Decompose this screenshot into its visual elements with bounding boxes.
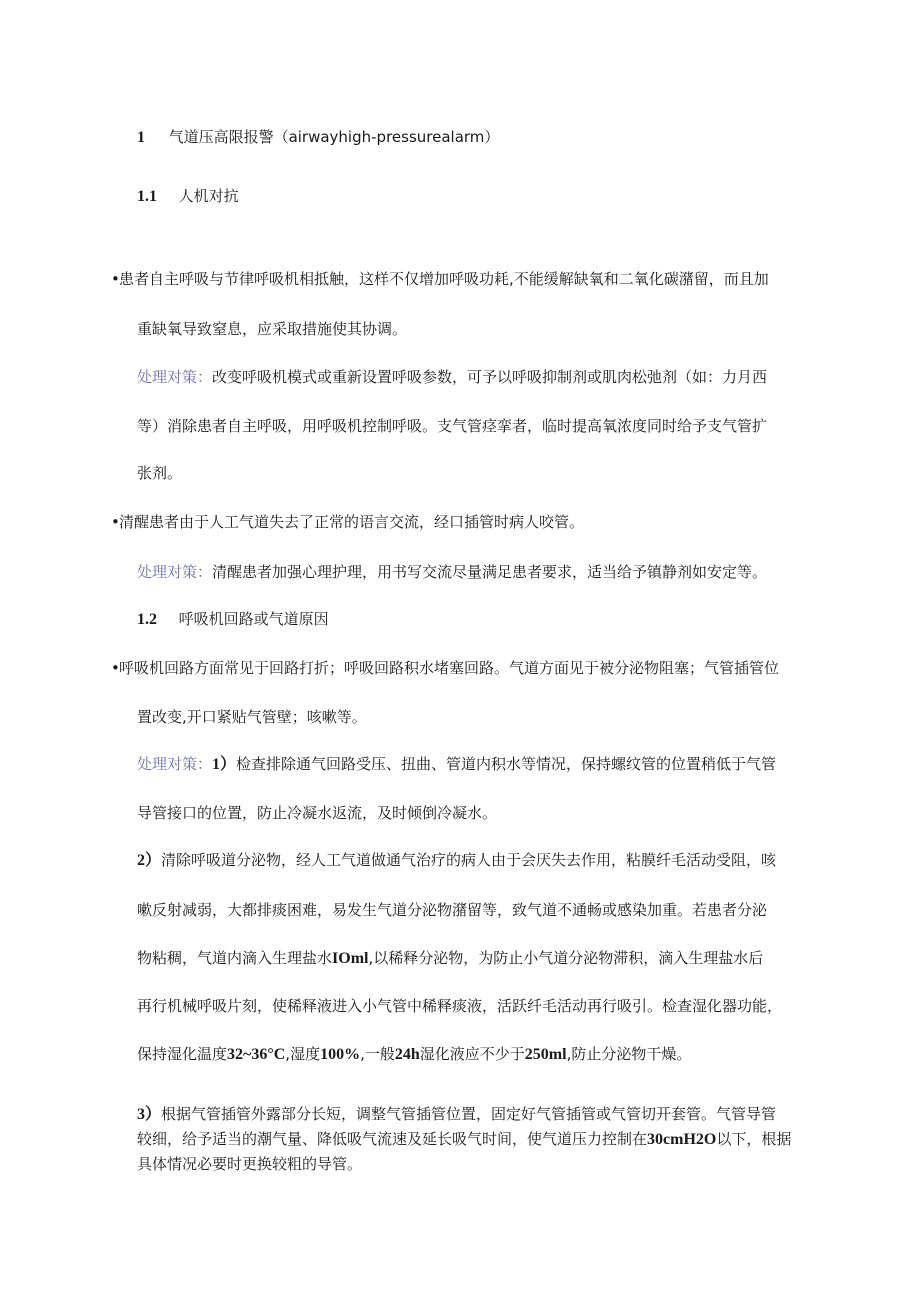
bullet: •	[111, 270, 120, 288]
paragraph-3-line-2: 置改变,开口紧贴气管壁；咳嗽等。	[137, 708, 367, 726]
measure-2-line-1: 处理对策：清醒患者加强心理护理，用书写交流尽量满足患者要求，适当给予镇静剂如安定等。	[137, 563, 768, 581]
section-1-1-number: 1.1	[137, 188, 157, 205]
paragraph-1-line-1: •患者自主呼吸与节律呼吸机相抵触，这样不仅增加呼吸功耗,不能缓解缺氧和二氧化碳潴留，而且加	[111, 270, 769, 288]
section-1-2-heading	[137, 608, 329, 631]
item-3-number: 3）	[137, 1106, 162, 1123]
section-1-2-number: 1.2	[137, 611, 157, 628]
heading-1-number: 1	[137, 129, 145, 146]
item-2-number: 2）	[137, 852, 162, 869]
section-1-2-title: 呼吸机回路或气道原因	[178, 610, 329, 628]
item-2-line-4: 再行机械呼吸片刻，使稀释液进入小气管中稀释痰液，活跃纤毛活动再行吸引。检查湿化器功能，	[137, 997, 783, 1015]
heading-1-text: 气道压高限报警（airwayhigh-pressurealarm）	[168, 128, 500, 146]
measure-label: 处理对策：	[137, 755, 213, 773]
measure-1-line-1: 处理对策：改变呼吸机模式或重新设置呼吸参数，可予以呼吸抑制剂或肌肉松弛剂（如：力月西	[137, 368, 768, 386]
measure-3-line-1: 处理对策：1）检查排除通气回路受压、扭曲、管道内积水等情况，保持螺纹管的位置稍低于气管	[137, 755, 777, 773]
item-2-line-1: 2）清除呼吸道分泌物，经人工气道做通气治疗的病人由于会厌失去作用，粘膜纤毛活动受阻，咳	[137, 851, 777, 869]
heading-1	[137, 126, 499, 149]
section-1-1-title: 人机对抗	[178, 187, 239, 205]
section-1-1-heading	[137, 185, 239, 208]
paragraph-1-line-2: 重缺氧导致窒息，应采取措施使其协调。	[137, 320, 408, 338]
item-3-line-1: 3）根据气管插管外露部分长短，调整气管插管位置，固定好气管插管或气管切开套管。气管导管	[137, 1105, 777, 1123]
measure-3-line-2: 导管接口的位置，防止冷凝水返流，及时倾倒冷凝水。	[137, 804, 498, 822]
item-3-line-3: 具体情况必要时更换较粗的导管。	[137, 1155, 363, 1173]
paragraph-3-line-1: •呼吸机回路方面常见于回路打折；呼吸回路积水堵塞回路。气道方面见于被分泌物阻塞；气管插管位	[111, 659, 780, 677]
measure-label: 处理对策：	[137, 563, 213, 581]
item-2-line-2: 嗽反射减弱，大都排痰困难，易发生气道分泌物潴留等，致气道不通畅或感染加重。若患者分泌	[137, 901, 768, 919]
bullet: •	[111, 513, 120, 531]
paragraph-2-line-1: •清醒患者由于人工气道失去了正常的语言交流，经口插管时病人咬管。	[111, 513, 585, 531]
measure-1-line-3: 张剂。	[137, 464, 183, 482]
bullet: •	[111, 659, 120, 677]
measure-1-line-2: 等）消除患者自主呼吸，用呼吸机控制呼吸。支气管痉挛者，临时提高氧浓度同时给予支气管扩	[137, 417, 768, 435]
item-2-line-5: 保持湿化温度32~36°C,湿度100%,一般24h湿化液应不少于250ml,防止分泌物干燥。	[137, 1045, 692, 1063]
item-2-line-3: 物粘稠，气道内滴入生理盐水IOml,以稀释分泌物，为防止小气道分泌物滞积，滴入生理盐水后	[137, 949, 764, 967]
measure-3-number: 1）	[212, 756, 237, 773]
measure-label: 处理对策：	[137, 368, 213, 386]
item-3-line-2: 较细，给予适当的潮气量、降低吸气流速及延长吸气时间，使气道压力控制在30cmH2O以下，根据	[137, 1130, 792, 1148]
